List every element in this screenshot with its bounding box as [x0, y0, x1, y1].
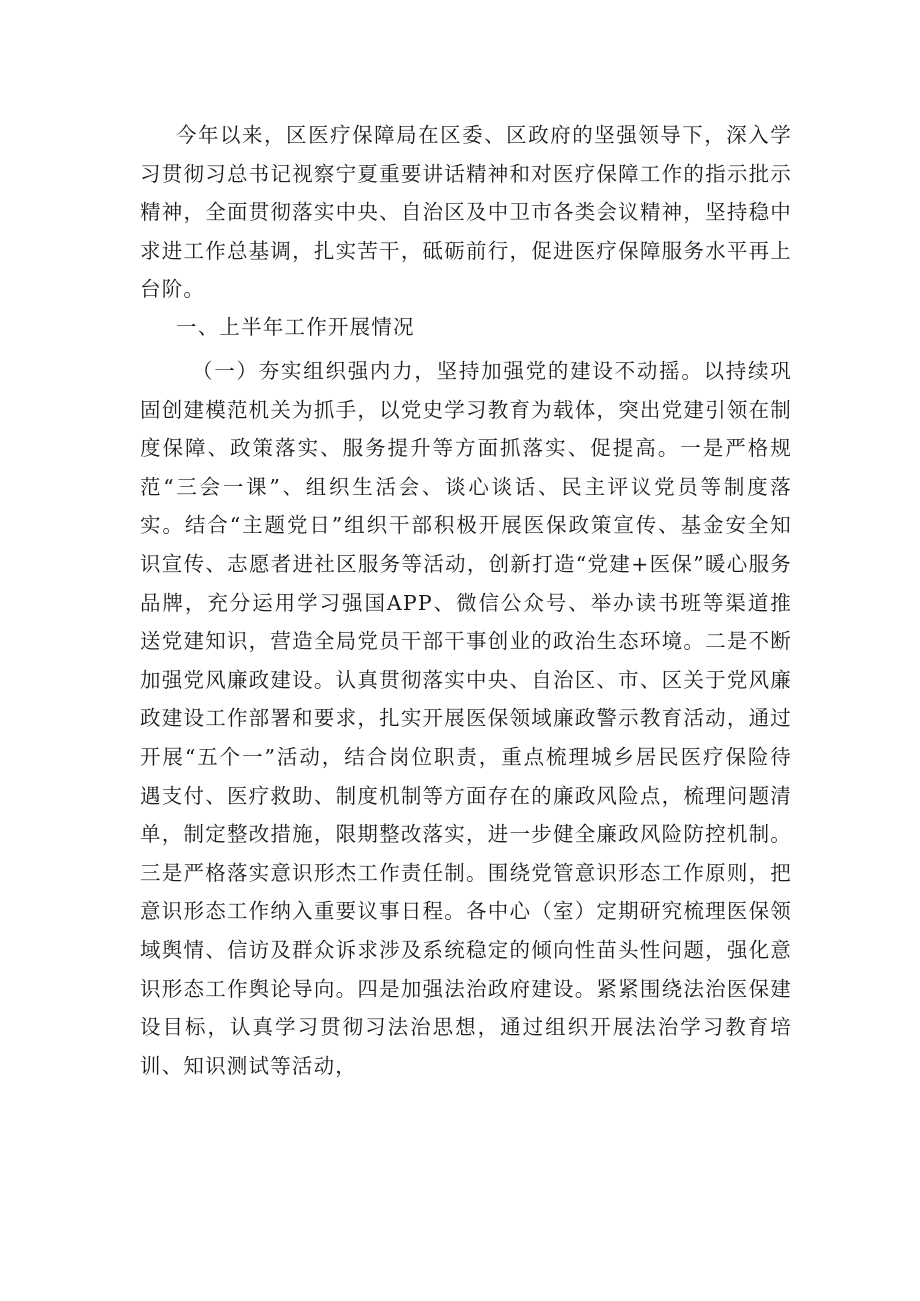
party-building-section: [140, 352, 792, 1085]
section-paragraph: （一）夯实组织强内力，坚持加强党的建设不动摇。以持续巩固创建模范机关为抓手，以党史学习教育为载体，突出党建引领在制度保障、政策落实、服务提升等方面抓落实、促提高。一是严格规范“三会一课”、组织生活会、谈心谈话、民主评议党员等制度落实。结合“主题党日”组织干部积极开展医保政策宣传、基金安全知识宣传、志愿者进社区服务等活动，创新打造“党建+医保”暖心服务品牌，充分运用学习强国APP、微信公众号、举办读书班等渠道推送党建知识，营造全局党员干部干事创业的政治生态环境。二是不断加强党风廉政建设。认真贯彻落实中央、自治区、市、区关于党风廉政建设工作部署和要求，扎实开展医保领域廉政警示教育活动，通过开展“五个一”活动，结合岗位职责，重点梳理城乡居民医疗保险待遇支付、医疗救助、制度机制等方面存在的廉政风险点，梳理问题清单，制定整改措施，限期整改落实，进一步健全廉政风险防控机制。三是严格落实意识形杰工作责任制。围绕党管意识形态工作原则，把意识形态工作纳入重要议事日程。各中心（室）定期研究梳理医保领域舆情、信访及群众诉求涉及系统稳定的倾向性苗头性问题，强化意识形态工作舆论导向。四是加强法治政府建设。紧紧围绕法治医保建设目标，认真学习贯彻习法治思想，通过组织开展法治学习教育培训、知识测试等活动，: [140, 359, 792, 1078]
intro-paragraph: 今年以来，区医疗保障局在区委、区政府的坚强领导下，深入学习贯彻习总书记视察宁夏重要讲话精神和对医疗保障工作的指示批示精神，全面贯彻落实中央、自治区及中卫市各类会议精神，坚持稳中求进工作总基调，扎实苦干，砥砺前行，促进医疗保障服务水平再上台阶。: [140, 123, 792, 301]
intro-section: [140, 116, 792, 309]
section-heading: 一、上半年工作开展情况: [176, 315, 415, 339]
